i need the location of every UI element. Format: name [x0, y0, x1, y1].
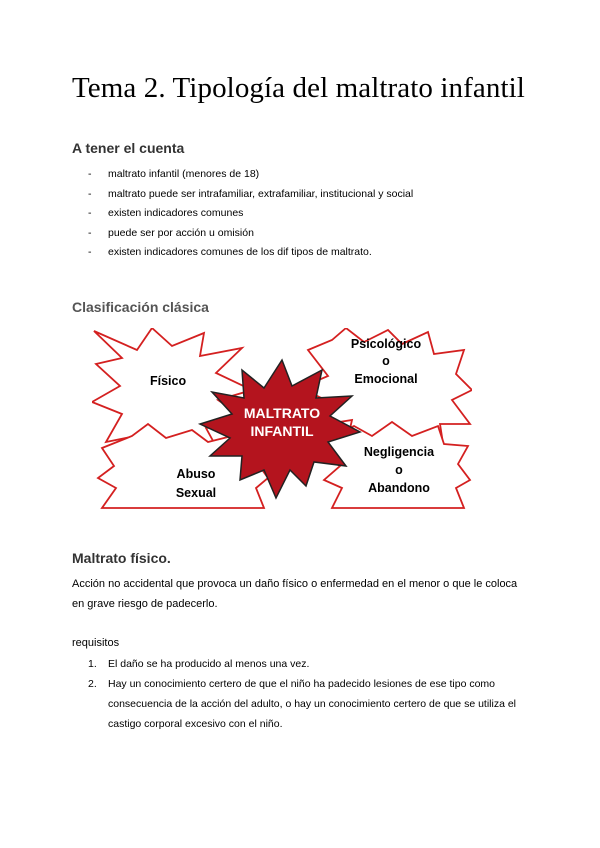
label-abuso-1: Abuso: [176, 467, 216, 481]
list-text: El daño se ha producido al menos una vez.: [108, 658, 310, 670]
center-label-line-1: MALTRATO: [243, 405, 321, 421]
label-negligencia-1: Negligencia: [363, 445, 435, 459]
list-number: 1.: [88, 658, 97, 670]
classification-diagram: [92, 328, 472, 510]
list-item: - maltrato infantil (menores de 18): [88, 166, 413, 186]
list-item: - maltrato puede ser intrafamiliar, extrafamiliar, institucional y social: [88, 186, 413, 206]
label-negligencia-2: o: [395, 463, 403, 477]
label-fisico: Físico: [150, 374, 187, 388]
label-psicologico-3: Emocional: [354, 372, 418, 386]
label-negligencia-3: Abandono: [368, 481, 430, 495]
list-item: - puede ser por acción u omisión: [88, 225, 413, 245]
list-number: 2.: [88, 678, 97, 690]
bullet-list: [88, 166, 413, 264]
label-psicologico-1: Psicológico: [350, 337, 422, 351]
section-heading-a-tener-en-cuenta: A tener el cuenta: [72, 140, 185, 156]
label-abuso-2: Sexual: [175, 486, 217, 500]
page-title: Tema 2. Tipología del maltrato infantil: [72, 72, 525, 104]
list-item: - existen indicadores comunes: [88, 205, 413, 225]
list-text: Hay un conocimiento certero de que el niño ha padecido lesiones de ese tipo como consecuencia de la acción del adulto, o hay un conocimiento certero de que se utiliza el castigo corporal excesivo con el niño.: [108, 678, 517, 730]
label-psicologico-2: o: [382, 354, 390, 368]
center-label-line-2: INFANTIL: [250, 423, 314, 439]
section-heading-clasificacion: Clasificación clásica: [72, 299, 209, 315]
numbered-list: [88, 654, 528, 734]
definition-paragraph: Acción no accidental que provoca un daño físico o enfermedad en el menor o que le coloca en grave riesgo de padecerlo.: [72, 578, 518, 610]
list-item: - existen indicadores comunes de los dif tipos de maltrato.: [88, 244, 413, 264]
list-item: [88, 674, 528, 734]
section-heading-maltrato-fisico: Maltrato físico.: [72, 550, 171, 566]
requisitos-label: requisitos: [72, 637, 120, 649]
list-item: [88, 654, 528, 674]
